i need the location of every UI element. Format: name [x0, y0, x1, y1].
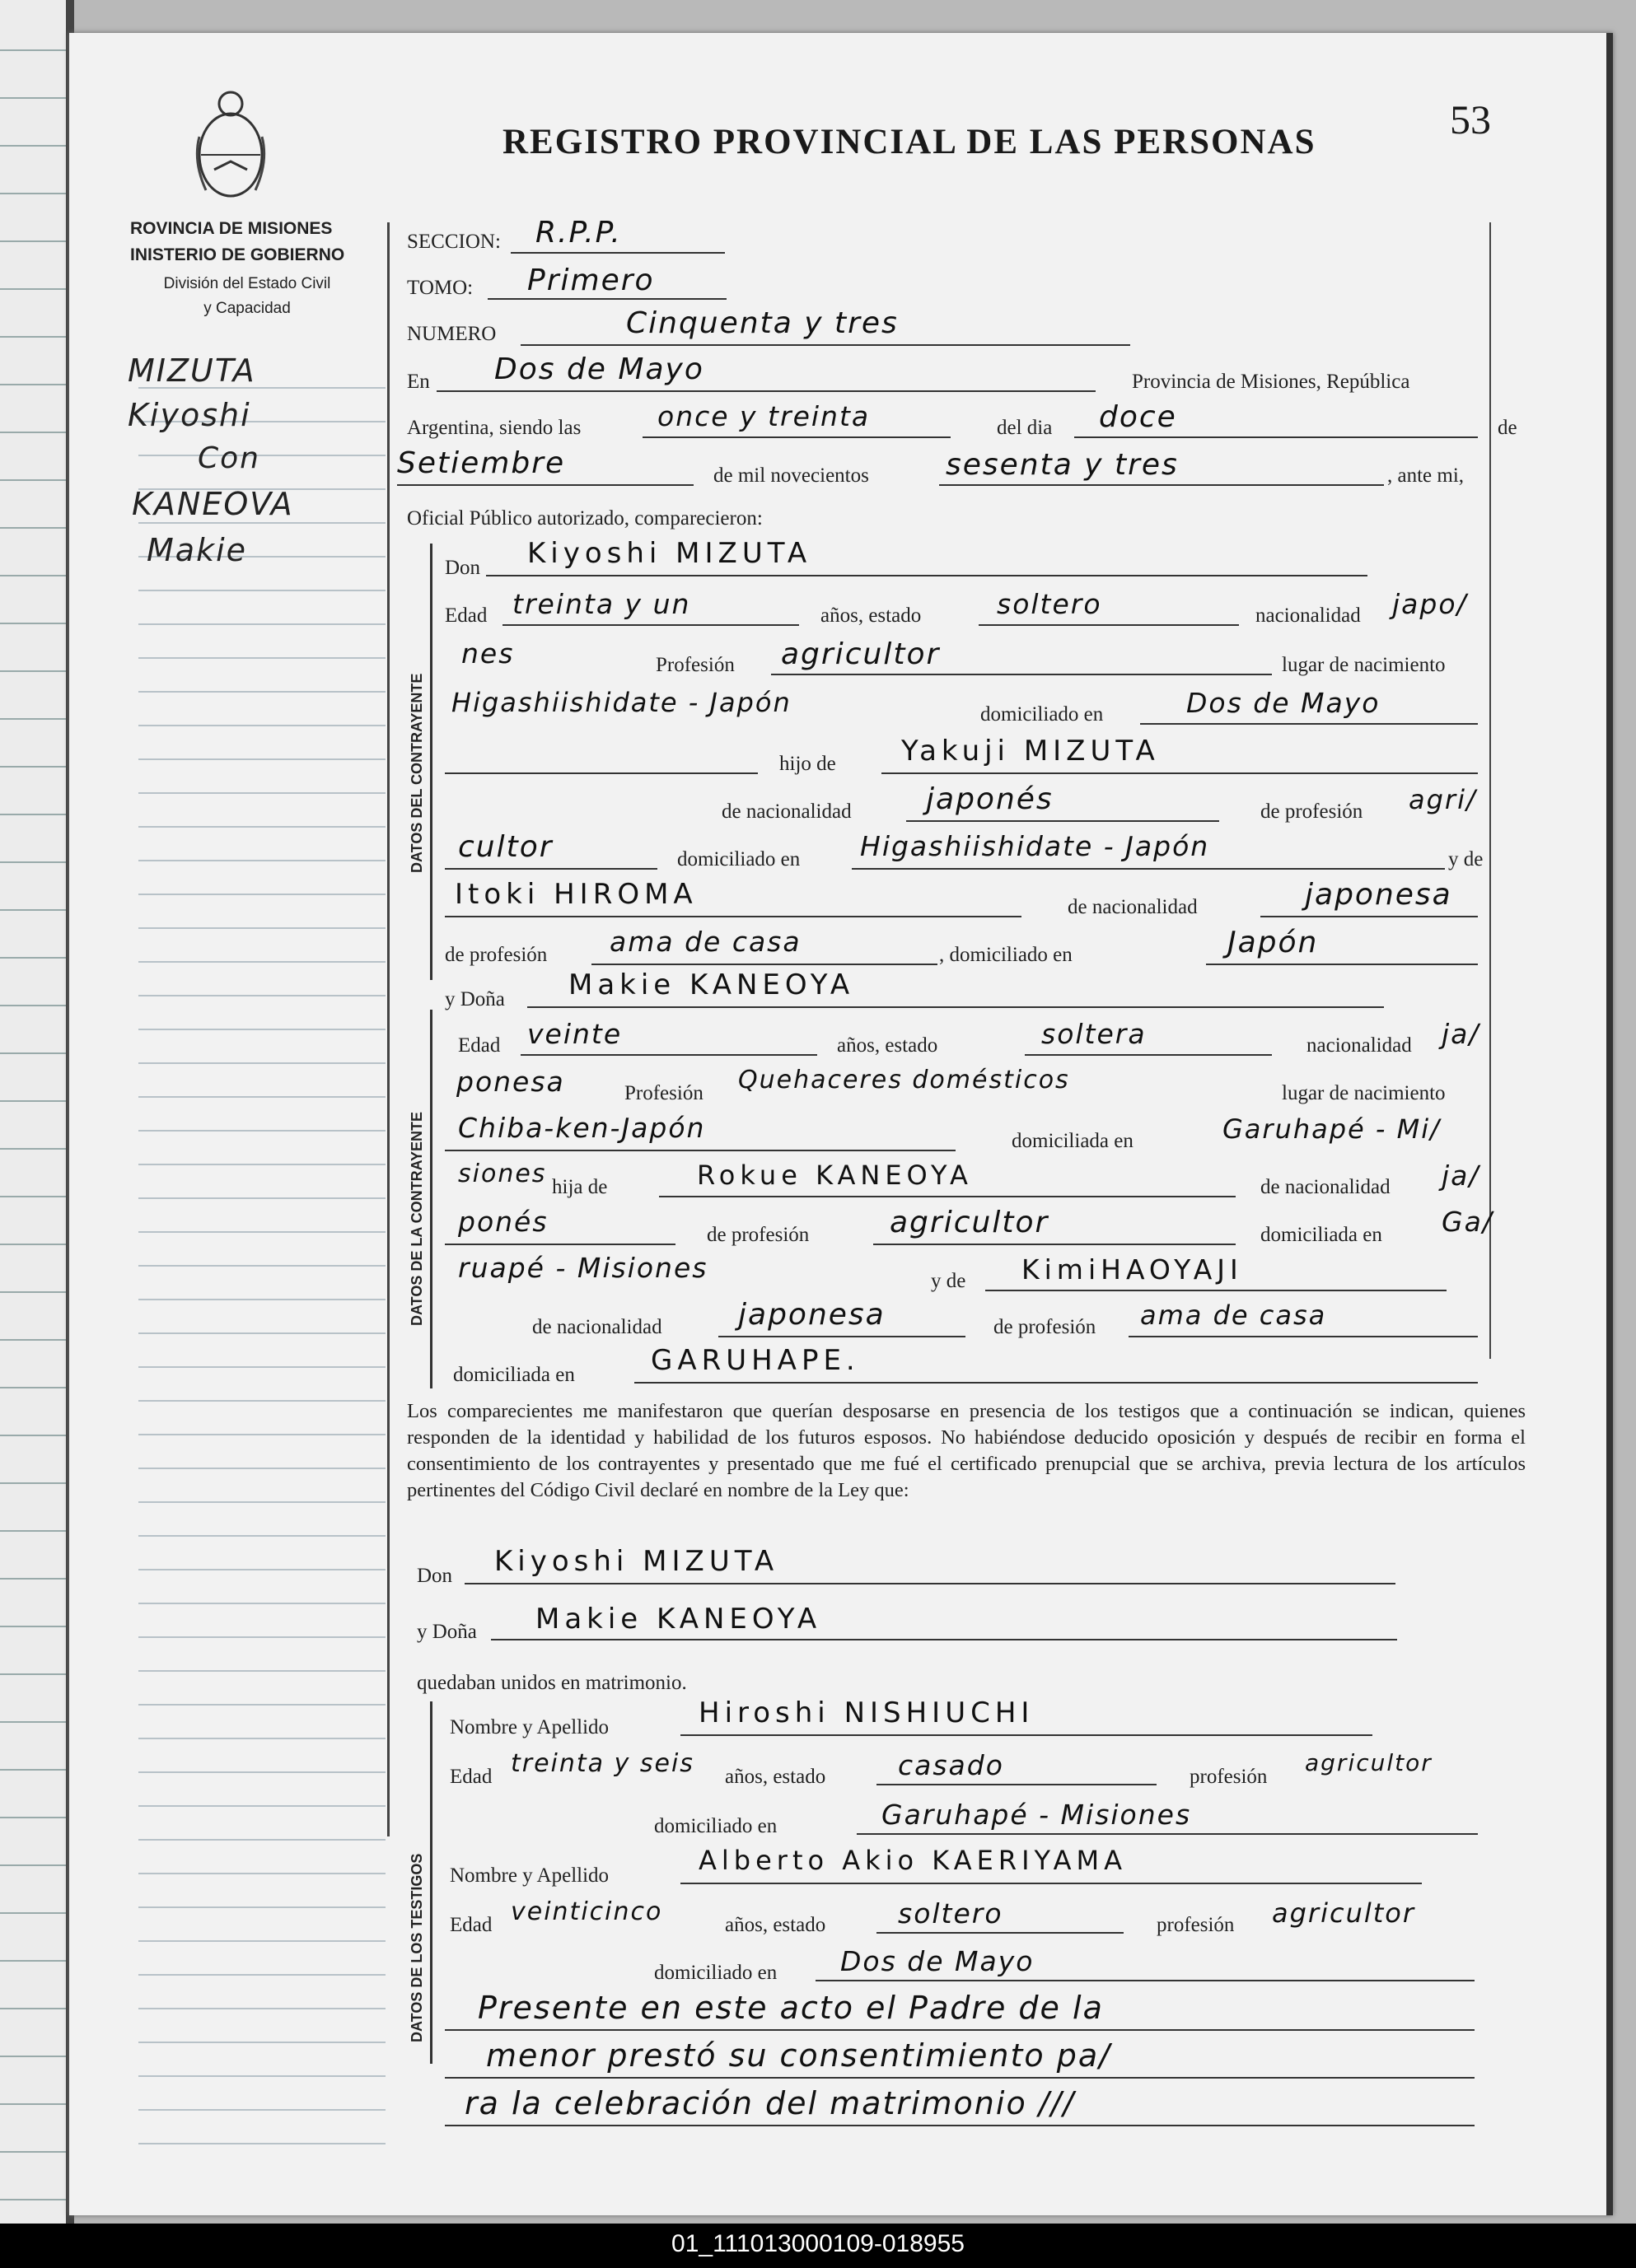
- margin-rule: [138, 1434, 386, 1435]
- groom-father-nac-line: [906, 820, 1219, 822]
- groom-father-nac-value: japonés: [926, 782, 1054, 816]
- decl-don-line: [465, 1583, 1395, 1584]
- bride-profesion-value: Quehaceres domésticos: [738, 1066, 1070, 1094]
- margin-rule: [138, 1569, 386, 1570]
- margin-rule: [138, 691, 386, 693]
- note-line: ra la celebración del matrimonio ///: [465, 2085, 1076, 2121]
- witness2-estado-line: [876, 1932, 1124, 1934]
- margin-rule: [138, 1366, 386, 1368]
- groom-edad-label: Edad: [445, 604, 488, 627]
- left-page-rule: [0, 623, 66, 624]
- witness2-nombre-value: Alberto Akio KAERIYAMA: [699, 1845, 1127, 1876]
- margin-rule: [138, 1704, 386, 1706]
- anio-line: [939, 484, 1384, 486]
- lugar-value: Dos de Mayo: [494, 352, 704, 386]
- right-border: [1489, 222, 1491, 1359]
- groom-blank-line: [445, 772, 758, 774]
- margin-rule: [138, 1535, 386, 1537]
- margin-rule: [138, 2075, 386, 2077]
- note-rule: [445, 2077, 1475, 2079]
- groom-father-dom-line: [852, 868, 1445, 870]
- margin-rule: [138, 1231, 386, 1233]
- header-capacity: y Capacidad: [203, 300, 291, 317]
- left-page-rule: [0, 1721, 66, 1723]
- side-label-bride: DATOS DE LA CONTRAYENTE: [409, 1111, 425, 1326]
- margin-rule: [138, 1096, 386, 1098]
- groom-mother-name: Itoki HIROMA: [455, 878, 698, 911]
- margin-rule: [138, 1603, 386, 1604]
- groom-y-de-label: y de: [1448, 848, 1484, 870]
- left-page-rule: [0, 1817, 66, 1818]
- left-page-rule: [0, 1530, 66, 1532]
- bride-mother-prof-line: [1129, 1336, 1478, 1337]
- margin-rule: [138, 860, 386, 861]
- bride-mother-nac-value: japonesa: [738, 1298, 886, 1332]
- margin-rule: [138, 1738, 386, 1739]
- witness2-dom-value: Dos de Mayo: [840, 1945, 1035, 1977]
- witness2-estado-value: soltero: [898, 1897, 1003, 1930]
- groom-mother-nac-line: [1260, 916, 1478, 917]
- groom-profesion-value: agricultor: [781, 637, 941, 671]
- bride-father-prof-label: de profesión: [707, 1224, 810, 1246]
- bride-mother-prof-value: ama de casa: [1140, 1300, 1327, 1331]
- en-label: En: [407, 371, 430, 393]
- groom-hijo-label: hijo de: [779, 753, 836, 775]
- groom-lugar-label: lugar de nacimiento: [1282, 654, 1446, 676]
- groom-name: Kiyoshi MIZUTA: [527, 537, 812, 570]
- groom-profesion-line: [771, 674, 1272, 675]
- margin-rule: [138, 1029, 386, 1030]
- groom-nac-label: nacionalidad: [1255, 604, 1361, 627]
- left-page-rule: [0, 1196, 66, 1197]
- header-province: ROVINCIA DE MISIONES: [130, 219, 333, 238]
- left-page-rule: [0, 240, 66, 242]
- dia-value: doce: [1099, 400, 1177, 434]
- witness1-nombre-label: Nombre y Apellido: [450, 1716, 610, 1738]
- left-page-rule: [0, 1244, 66, 1245]
- margin-rule: [138, 657, 386, 659]
- left-page-rule: [0, 1148, 66, 1150]
- note-rule: [445, 2029, 1475, 2031]
- witness1-estado-label: años, estado: [725, 1766, 826, 1788]
- oficial-text: Oficial Público autorizado, comparecieron:: [407, 507, 763, 530]
- seccion-line: [511, 252, 725, 254]
- bride-lugar-line: [445, 1150, 956, 1151]
- left-page-rule: [0, 1291, 66, 1293]
- witness2-estado-label: años, estado: [725, 1914, 826, 1936]
- document-title: REGISTRO PROVINCIAL DE LAS PERSONAS: [502, 123, 1316, 161]
- margin-rule: [138, 455, 386, 456]
- bride-mother-dom-label: domiciliada en: [453, 1364, 575, 1386]
- groom-mother-line: [445, 916, 1021, 917]
- seccion-label: SECCION:: [407, 231, 501, 253]
- margin-rule: [138, 1197, 386, 1199]
- left-page-rule: [0, 1626, 66, 1627]
- margin-rule: [138, 623, 386, 625]
- groom-estado-label: años, estado: [820, 604, 922, 627]
- left-page-rule: [0, 1912, 66, 1914]
- bride-father-dom-cont: ruapé - Misiones: [458, 1252, 708, 1284]
- groom-dom-label: domiciliado en: [980, 703, 1104, 726]
- note-line: menor prestó su consentimiento pa/: [486, 2037, 1111, 2074]
- bride-estado-line: [1025, 1054, 1272, 1056]
- witness1-prof-label: profesión: [1190, 1766, 1268, 1788]
- bride-mother-prof-label: de profesión: [993, 1316, 1096, 1338]
- left-page-rule: [0, 1435, 66, 1436]
- tomo-label: TOMO:: [407, 277, 474, 299]
- margin-rule: [138, 1130, 386, 1132]
- left-page-rule: [0, 957, 66, 959]
- margin-rule: [138, 1873, 386, 1874]
- bride-mother-dom-value: GARUHAPE.: [651, 1344, 860, 1377]
- groom-nac-value: japo/: [1392, 588, 1468, 620]
- groom-father-prof-value: agri/: [1409, 784, 1477, 815]
- left-page-rule: [0, 479, 66, 481]
- groom-edad-value: treinta y un: [512, 588, 691, 620]
- witness1-edad-label: Edad: [450, 1766, 493, 1788]
- argentina-text: Argentina, siendo las: [407, 417, 582, 439]
- groom-father-name: Yakuji MIZUTA: [901, 735, 1160, 768]
- left-page-rule: [0, 670, 66, 672]
- footer-id: 01_111013000109-018955: [671, 2230, 965, 2257]
- bride-dona-label: y Doña: [445, 988, 505, 1010]
- bride-estado-value: soltera: [1041, 1018, 1147, 1050]
- margin-rule: [138, 1400, 386, 1402]
- margin-rule: [138, 1974, 386, 1976]
- groom-father-nac-label: de nacionalidad: [722, 800, 852, 823]
- left-page-rule: [0, 909, 66, 911]
- bride-hija-label: hija de: [552, 1176, 608, 1198]
- groom-estado-line: [979, 624, 1239, 626]
- numero-value: Cinquenta y tres: [626, 306, 899, 340]
- left-page-rule: [0, 432, 66, 433]
- groom-estado-value: soltero: [997, 588, 1102, 620]
- groom-don-label: Don: [445, 557, 481, 579]
- left-page-rule: [0, 2056, 66, 2057]
- bride-name-line: [527, 1006, 1384, 1008]
- left-page-rule: [0, 1339, 66, 1341]
- bride-father-dom-value: Ga/: [1442, 1206, 1493, 1238]
- witness1-dom-line: [857, 1833, 1478, 1835]
- left-page-rule: [0, 49, 66, 51]
- witness1-estado-line: [876, 1784, 1157, 1785]
- witness1-nombre-line: [680, 1734, 1372, 1736]
- left-page-rule: [0, 288, 66, 290]
- tomo-line: [488, 298, 727, 300]
- bride-father-prof-line: [873, 1244, 1236, 1245]
- margin-rule: [138, 995, 386, 996]
- margin-rule: [138, 590, 386, 591]
- del-dia-text: del dia: [997, 417, 1053, 439]
- margin-rule: [138, 2143, 386, 2144]
- left-page-rule: [0, 861, 66, 863]
- ante-mi-text: , ante mi,: [1387, 464, 1465, 487]
- margin-rule: [138, 725, 386, 726]
- witness1-nombre-value: Hiroshi NISHIUCHI: [699, 1696, 1035, 1729]
- declaration-paragraph: Los comparecientes me manifestaron que querían desposarse en presencia de los testigos que a continuación se indican, quienes responden de la identidad y habilidad de los futuros esposos. No habiéndose deducido oposición y después de recibir en forma el consentimiento de los contrayentes y presentado que me fué el certificado prenupcial que se archiva, previa lectura de los artículos pertinentes del Código Civil declaré en nombre de la Ley que:: [407, 1400, 1526, 1501]
- left-page-rule: [0, 1769, 66, 1771]
- groom-lugar-value: Higashiishidate - Japón: [451, 687, 792, 718]
- margin-rule: [138, 1906, 386, 1908]
- left-page-rule: [0, 1005, 66, 1006]
- margin-rule: [138, 792, 386, 794]
- margin-note-line: Kiyoshi: [128, 397, 251, 433]
- left-page-rule: [0, 2103, 66, 2105]
- de-mil-text: de mil novecientos: [713, 464, 869, 487]
- bride-edad-value: veinte: [527, 1018, 623, 1050]
- left-page-rule: [0, 97, 66, 99]
- left-page-edge: [0, 0, 68, 2224]
- margin-rule: [138, 522, 386, 524]
- margin-rule: [138, 1299, 386, 1300]
- left-page-rule: [0, 384, 66, 385]
- witness1-dom-label: domiciliado en: [654, 1815, 778, 1837]
- note-line: Presente en este acto el Padre de la: [478, 1990, 1104, 2026]
- bride-nac-label: nacionalidad: [1306, 1034, 1412, 1057]
- groom-nac-value-cont: nes: [461, 637, 515, 670]
- margin-rule: [138, 1164, 386, 1165]
- bride-father-dom-label: domiciliada en: [1260, 1224, 1382, 1246]
- witness2-prof-label: profesión: [1157, 1914, 1235, 1936]
- left-page-rule: [0, 1864, 66, 1866]
- side-label-groom: DATOS DEL CONTRAYENTE: [409, 673, 425, 873]
- groom-dom-line: [1140, 723, 1478, 725]
- bride-edad-line: [521, 1054, 817, 1056]
- left-page-rule: [0, 1960, 66, 1962]
- margin-rule: [138, 2008, 386, 2009]
- left-page-rule: [0, 575, 66, 576]
- margin-rule: [138, 758, 386, 760]
- bride-edad-label: Edad: [458, 1034, 501, 1057]
- margin-note-line: KANEOVA: [132, 486, 294, 522]
- margin-rule: [138, 1805, 386, 1807]
- bride-nac-value: ja/: [1442, 1018, 1480, 1050]
- groom-dom-value: Dos de Mayo: [1186, 687, 1381, 719]
- bride-father-prof-value: agricultor: [890, 1206, 1049, 1239]
- footer-bar: [0, 2224, 1636, 2268]
- bride-estado-label: años, estado: [837, 1034, 938, 1057]
- margin-rule: [138, 2042, 386, 2043]
- bride-dom-label: domiciliada en: [1012, 1130, 1134, 1152]
- left-page-rule: [0, 1052, 66, 1054]
- decl-dona-value: Makie KANEOYA: [535, 1603, 822, 1636]
- bride-nac-value-cont: ponesa: [456, 1066, 565, 1098]
- bride-father-nac-line: [445, 1244, 675, 1245]
- margin-rule: [138, 2109, 386, 2111]
- left-page-rule: [0, 2151, 66, 2153]
- margin-rule: [138, 1501, 386, 1503]
- left-page-rule: [0, 193, 66, 194]
- bride-mother-nac-label: de nacionalidad: [532, 1316, 662, 1338]
- witness2-nombre-label: Nombre y Apellido: [450, 1864, 610, 1887]
- bride-dom-value: Garuhapé - Mi/: [1222, 1113, 1441, 1145]
- margin-rule: [138, 1062, 386, 1064]
- header-ministry: INISTERIO DE GOBIERNO: [130, 245, 345, 264]
- groom-mother-nac-label: de nacionalidad: [1068, 896, 1198, 918]
- left-page-rule: [0, 336, 66, 338]
- mes-value: Setiembre: [397, 446, 566, 480]
- mes-line: [397, 484, 694, 486]
- left-page-rule: [0, 814, 66, 815]
- bride-mother-dom-line: [634, 1382, 1478, 1384]
- groom-mother-nac-value: japonesa: [1305, 878, 1452, 912]
- bride-lugar-value: Chiba-ken-Japón: [458, 1112, 706, 1144]
- margin-rule: [138, 1265, 386, 1267]
- left-page-rule: [0, 2008, 66, 2009]
- margin-rule: [138, 961, 386, 963]
- bride-profesion-label: Profesión: [624, 1082, 703, 1104]
- numero-line: [521, 344, 1130, 346]
- margin-rule: [138, 826, 386, 828]
- numero-label: NUMERO: [407, 323, 497, 345]
- side-label-witnesses: DATOS DE LOS TESTIGOS: [409, 1853, 425, 2042]
- decl-dona-line: [491, 1639, 1397, 1640]
- section-bar-bride: [430, 1010, 432, 1388]
- margin-note-line: Makie: [147, 532, 248, 568]
- witness1-estado-value: casado: [898, 1749, 1004, 1781]
- bride-mother-line: [985, 1290, 1447, 1291]
- groom-mother-dom-line: [1206, 964, 1478, 965]
- decl-dona-label: y Doña: [417, 1621, 477, 1643]
- groom-father-prof-cont: cultor: [458, 830, 554, 864]
- groom-father-prof-label: de profesión: [1260, 800, 1363, 823]
- bride-father-nac-value: ja/: [1442, 1160, 1480, 1192]
- margin-note-line: MIZUTA: [128, 352, 256, 389]
- bride-father-nac-cont: ponés: [458, 1206, 549, 1238]
- groom-father-line: [881, 772, 1478, 774]
- bride-mother-nac-line: [718, 1336, 965, 1337]
- bride-father-line: [659, 1196, 1236, 1197]
- groom-mother-dom-value: Japón: [1227, 926, 1319, 959]
- bride-lugar-label: lugar de nacimiento: [1282, 1082, 1446, 1104]
- groom-mother-dom-label: , domiciliado en: [939, 944, 1073, 966]
- margin-rule: [138, 1670, 386, 1672]
- witness2-nombre-line: [680, 1883, 1422, 1884]
- left-page-rule: [0, 1578, 66, 1580]
- left-page-rule: [0, 145, 66, 147]
- left-page-rule: [0, 1387, 66, 1388]
- dia-line: [1074, 436, 1478, 438]
- page-number: 53: [1450, 96, 1491, 142]
- coat-of-arms-emblem: [189, 79, 272, 203]
- hora-value: once y treinta: [657, 400, 871, 432]
- left-page-rule: [0, 1100, 66, 1102]
- left-page-rule: [0, 2199, 66, 2200]
- left-page-rule: [0, 766, 66, 768]
- witness2-dom-line: [816, 1980, 1475, 1981]
- margin-rule: [138, 1332, 386, 1334]
- margin-rule: [138, 894, 386, 895]
- decl-don-label: Don: [417, 1565, 453, 1587]
- margin-rule: [138, 927, 386, 929]
- witness2-edad-label: Edad: [450, 1914, 493, 1936]
- margin-rule: [138, 1839, 386, 1841]
- bride-father-nac-label: de nacionalidad: [1260, 1176, 1391, 1198]
- decl-quedaban: quedaban unidos en matrimonio.: [417, 1672, 687, 1694]
- groom-father-dom-value: Higashiishidate - Japón: [860, 830, 1210, 862]
- left-page-rule: [0, 1673, 66, 1675]
- margin-rule: [138, 1636, 386, 1638]
- bride-dom-value-cont: siones: [458, 1160, 547, 1188]
- seccion-value: R.P.P.: [535, 216, 622, 250]
- left-page-rule: [0, 718, 66, 720]
- hora-line: [643, 436, 951, 438]
- groom-mother-prof-label: de profesión: [445, 944, 548, 966]
- section-bar-witnesses: [430, 1701, 432, 2064]
- groom-mother-prof-line: [591, 964, 937, 965]
- tomo-value: Primero: [527, 264, 655, 297]
- witness1-prof-value: agricultor: [1305, 1749, 1433, 1776]
- lugar-line: [437, 390, 1096, 392]
- anio-value: sesenta y tres: [946, 448, 1179, 482]
- witness2-edad-value: veinticinco: [511, 1897, 663, 1926]
- groom-name-line: [486, 575, 1367, 576]
- margin-note-line: Con: [198, 441, 260, 475]
- de-text: de: [1498, 417, 1517, 439]
- groom-edad-line: [502, 624, 799, 626]
- left-page-rule: [0, 1482, 66, 1484]
- groom-profesion-label: Profesión: [656, 654, 735, 676]
- bride-father-name: Rokue KANEOYA: [697, 1160, 973, 1191]
- bride-mother-name: KimiHAOYAJI: [1021, 1253, 1243, 1286]
- groom-father-dom-label: domiciliado en: [677, 848, 801, 870]
- header-division: División del Estado Civil: [163, 275, 331, 292]
- bride-y-de-label: y de: [931, 1270, 966, 1292]
- witness2-dom-label: domiciliado en: [654, 1962, 778, 1984]
- witness1-edad-value: treinta y seis: [511, 1749, 694, 1778]
- margin-rule: [138, 1771, 386, 1773]
- margin-rule: [138, 1468, 386, 1469]
- decl-don-value: Kiyoshi MIZUTA: [494, 1545, 779, 1578]
- left-page-rule: [0, 527, 66, 529]
- margin-rule: [138, 1940, 386, 1942]
- bride-name: Makie KANEOYA: [568, 968, 855, 1001]
- groom-father-prof-line: [445, 868, 657, 870]
- provincia-text: Provincia de Misiones, República: [1132, 371, 1410, 393]
- section-bar-groom: [430, 544, 432, 980]
- margin-divider: [387, 222, 390, 1836]
- witness2-prof-value: agricultor: [1272, 1897, 1416, 1929]
- note-rule: [445, 2125, 1475, 2126]
- witness1-dom-value: Garuhapé - Misiones: [881, 1799, 1192, 1831]
- groom-mother-prof-value: ama de casa: [610, 926, 802, 958]
